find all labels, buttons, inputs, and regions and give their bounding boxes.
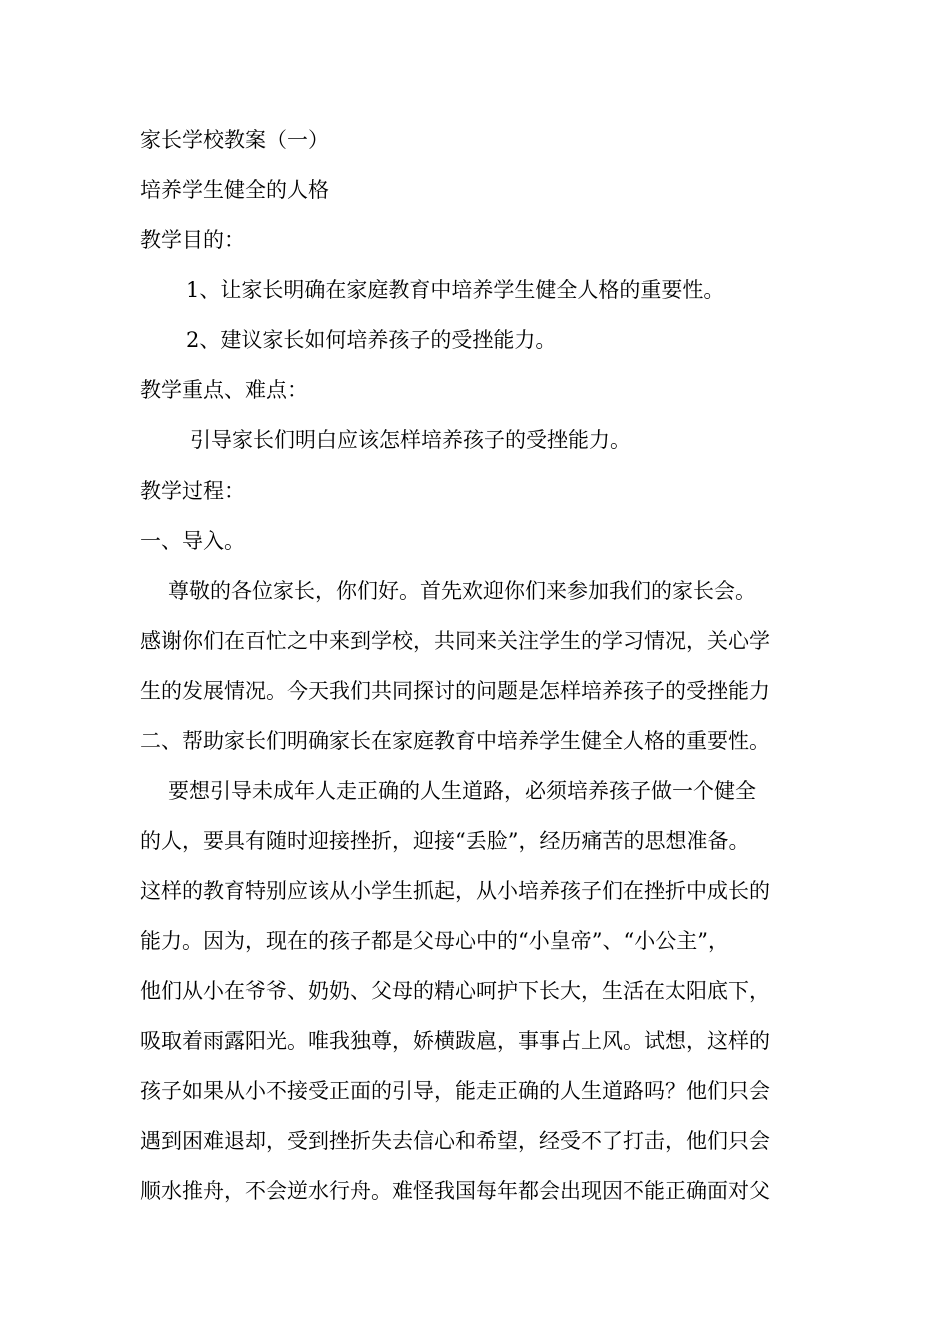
section-heading: 一、导入。: [140, 529, 245, 553]
paragraph-line: 的人，要具有随时迎接挫折，迎接“丢脸”，经历痛苦的思想准备。: [140, 829, 750, 853]
paragraph-line: 顺水推舟，不会逆水行舟。难怪我国每年都会出现因不能正确面对父: [140, 1179, 770, 1203]
paragraph-line: 要想引导未成年人走正确的人生道路，必须培养孩子做一个健全: [168, 779, 756, 803]
paragraph-line: 感谢你们在百忙之中来到学校，共同来关注学生的学习情况，关心学: [140, 629, 770, 653]
paragraph-line: 遇到困难退却，受到挫折失去信心和希望，经受不了打击，他们只会: [140, 1129, 770, 1153]
paragraph-line: 这样的教育特别应该从小学生抓起，从小培养孩子们在挫折中成长的: [140, 879, 770, 903]
objectives-heading: 教学目的：: [140, 228, 245, 252]
process-heading: 教学过程：: [140, 479, 245, 503]
focus-heading: 教学重点、难点：: [140, 378, 308, 402]
paragraph-line: 尊敬的各位家长，你们好。首先欢迎你们来参加我们的家长会。: [168, 579, 756, 603]
objective-item: 2、建议家长如何培养孩子的受挫能力。: [186, 328, 557, 352]
paragraph-line: 能力。因为，现在的孩子都是父母心中的“小皇帝”、“小公主”，: [140, 929, 729, 953]
paragraph-line: 他们从小在爷爷、奶奶、父母的精心呵护下长大，生活在太阳底下，: [140, 979, 770, 1003]
paragraph-line: 吸取着雨露阳光。唯我独尊，娇横跋扈，事事占上风。试想，这样的: [140, 1029, 770, 1053]
focus-text: 引导家长们明白应该怎样培养孩子的受挫能力。: [190, 428, 631, 452]
document-title: 家长学校教案（一）: [140, 128, 329, 152]
paragraph-line: 孩子如果从小不接受正面的引导，能走正确的人生道路吗？他们只会: [140, 1079, 770, 1103]
paragraph-line: 生的发展情况。今天我们共同探讨的问题是怎样培养孩子的受挫能力: [140, 679, 770, 703]
section-heading: 二、帮助家长们明确家长在家庭教育中培养学生健全人格的重要性。: [140, 729, 770, 753]
objective-item: 1、让家长明确在家庭教育中培养学生健全人格的重要性。: [186, 278, 725, 302]
document-subtitle: 培养学生健全的人格: [140, 178, 329, 202]
